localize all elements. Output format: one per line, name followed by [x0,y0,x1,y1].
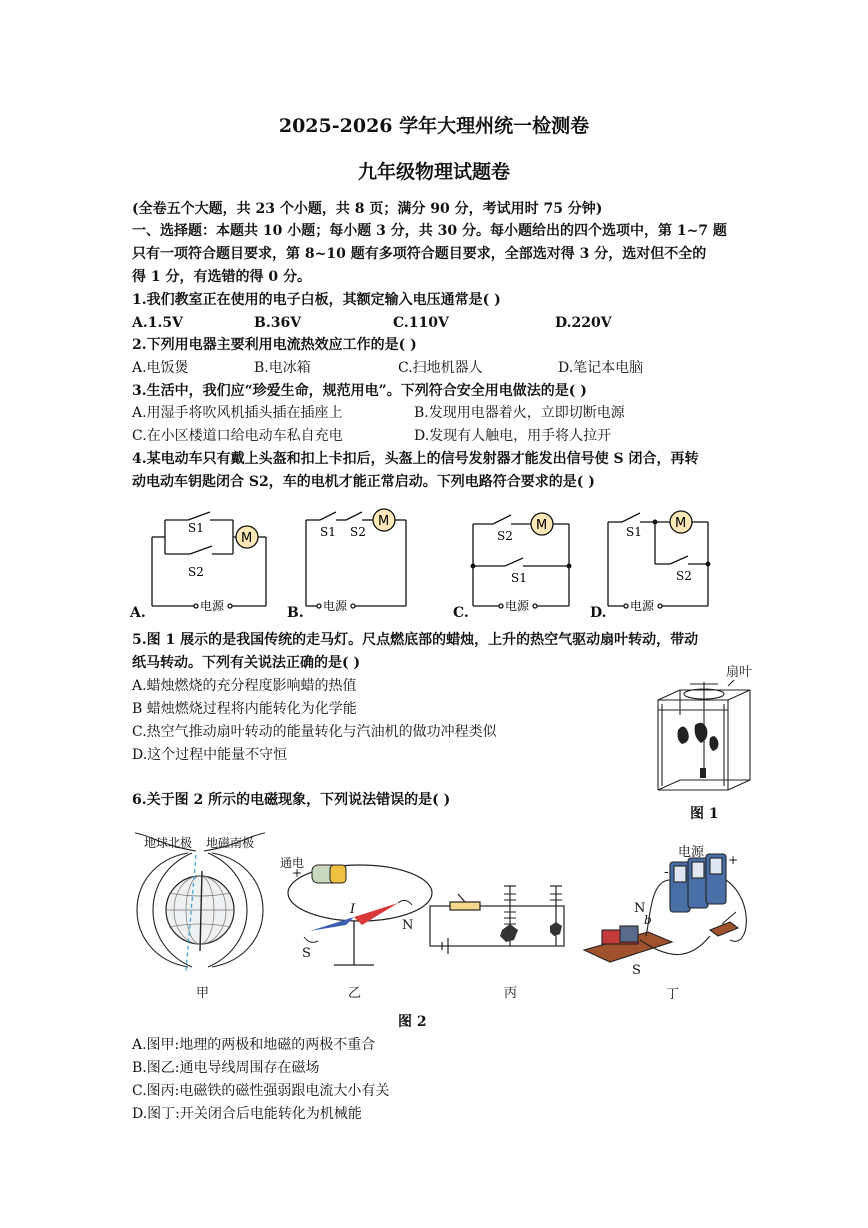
q2-option-a: A.电饭煲 [132,360,189,376]
power-label: 电源 [505,599,530,613]
q1-option-c: C.110V [393,315,449,331]
exam-subtitle: 九年级物理试题卷 [357,161,510,183]
figure-yi-caption: 乙 [348,986,362,1001]
question-4-stem-line: 动电动车钥匙闭合 S2，车的电机才能正常启动。下列电路符合要求的是( ) [132,474,595,490]
section-intro-line: 一、选择题：本题共 10 小题；每小题 3 分，共 30 分。每小题给出的四个选项中，第 1~7 题 [132,223,727,239]
q2-option-b: B.电冰箱 [254,360,311,376]
power-label: 电源 [323,599,348,613]
q1-option-b: B.36V [254,315,302,331]
figure-1-caption: 图 1 [690,806,719,822]
geomagnetic-south-label: 地磁南极 [206,836,255,850]
current-label: 通电 [280,856,305,870]
q6-option-d: D.图丁:开关闭合后电能转化为机械能 [132,1106,362,1122]
north-pole-label: N [634,901,646,916]
figure-bing-caption: 丙 [504,986,518,1001]
north-pole-label: N [402,918,414,933]
motor-label: M [378,514,390,529]
circuit-d-diagram [600,508,720,620]
circuit-c-diagram [465,510,585,620]
question-1-stem: 1.我们教室正在使用的电子白板，其额定输入电压通常是( ) [132,292,501,308]
q5-option-c: C.热空气推动扇叶转动的能量转化与汽油机的做功冲程类似 [132,724,497,740]
switch-s1-label: S1 [511,571,527,585]
figure-2-caption: 图 2 [398,1014,427,1030]
figure-ding-caption: 丁 [666,987,680,1002]
geographic-north-label: 地球北极 [144,836,193,850]
circuit-b-option: B. [287,605,304,621]
q2-option-c: C.扫地机器人 [398,360,483,376]
question-5-stem-line: 纸马转动。下列有关说法正确的是( ) [132,655,361,671]
fan-blade-label: 扇叶 [726,665,753,680]
circuit-a-diagram [130,510,280,620]
q3-option-c: C.在小区楼道口给电动车私自充电 [132,428,343,444]
minus-terminal: - [664,864,669,880]
coil-b-label: b [644,913,652,927]
q5-option-b: B 蜡烛燃烧过程将内能转化为化学能 [132,701,357,717]
question-3-stem: 3.生活中，我们应“珍爱生命，规范用电”。下列符合安全用电做法的是( ) [132,383,587,399]
q2-option-d: D.笔记本电脑 [558,360,644,376]
plus-terminal: + [292,866,303,880]
current-i-label: I [350,902,356,917]
exam-info: (全卷五个大题，共 23 个小题，共 8 页；满分 90 分，考试用时 75 分钟) [132,201,603,217]
motor-battery-figure [580,840,760,1005]
figure-jia-caption: 甲 [196,986,210,1001]
question-6-stem: 6.关于图 2 所示的电磁现象，下列说法错误的是( ) [132,792,451,808]
circuit-c-option: C. [453,605,469,621]
circuit-a-option: A. [130,605,146,621]
section-intro-line: 得 1 分，有选错的得 0 分。 [132,269,311,285]
switch-s2-label: S2 [497,529,513,543]
q6-option-b: B.图乙:通电导线周围存在磁场 [132,1060,320,1076]
q3-option-b: B.发现用电器着火，立即切断电源 [414,405,625,421]
switch-s2-label: S2 [188,565,204,579]
south-pole-label: S [302,946,311,961]
oersted-experiment-figure [280,845,430,1005]
plus-terminal: + [728,853,739,867]
lantern-figure [650,665,760,800]
switch-s1-label: S1 [626,525,642,539]
q3-option-a: A.用湿手将吹风机插头插在插座上 [132,405,343,421]
question-4-stem-line: 4.某电动车只有戴上头盔和扣上卡扣后，头盔上的信号发射器才能发出信号使 S 闭合，再转 [132,451,699,467]
earth-magnetic-field-figure [130,835,280,1005]
switch-s2-label: S2 [350,525,366,539]
section-intro-line: 只有一项符合题目要求，第 8~10 题有多项符合题目要求，全部选对得 3 分，选对但不全的 [132,246,707,262]
electromagnet-figure [428,860,578,1005]
power-label: 电源 [630,599,655,613]
q5-option-d: D.这个过程中能量不守恒 [132,747,288,763]
q6-option-c: C.图丙:电磁铁的磁性强弱跟电流大小有关 [132,1083,390,1099]
power-label: 电源 [200,599,225,613]
switch-s2-label: S2 [676,569,692,583]
south-pole-label: S [632,963,641,978]
motor-label: M [675,516,687,531]
q1-option-a: A.1.5V [132,315,183,331]
switch-s1-label: S1 [188,521,204,535]
circuit-d-option: D. [590,605,607,621]
q3-option-d: D.发现有人触电，用手将人拉开 [414,428,612,444]
q5-option-a: A.蜡烛燃烧的充分程度影响蜡的热值 [132,678,357,694]
question-2-stem: 2.下列用电器主要利用电流热效应工作的是( ) [132,337,417,353]
power-supply-label: 电源 [678,845,705,860]
exam-title: 2025-2026 学年大理州统一检测卷 [278,115,590,137]
switch-s1-label: S1 [320,525,336,539]
q1-option-d: D.220V [555,315,612,331]
q6-option-a: A.图甲:地理的两极和地磁的两极不重合 [132,1037,376,1053]
motor-label: M [241,531,253,546]
motor-label: M [536,518,548,533]
circuit-b-diagram [300,510,420,620]
question-5-stem-line: 5.图 1 展示的是我国传统的走马灯。尺点燃底部的蜡烛，上升的热空气驱动扇叶转动，带动 [132,632,699,648]
